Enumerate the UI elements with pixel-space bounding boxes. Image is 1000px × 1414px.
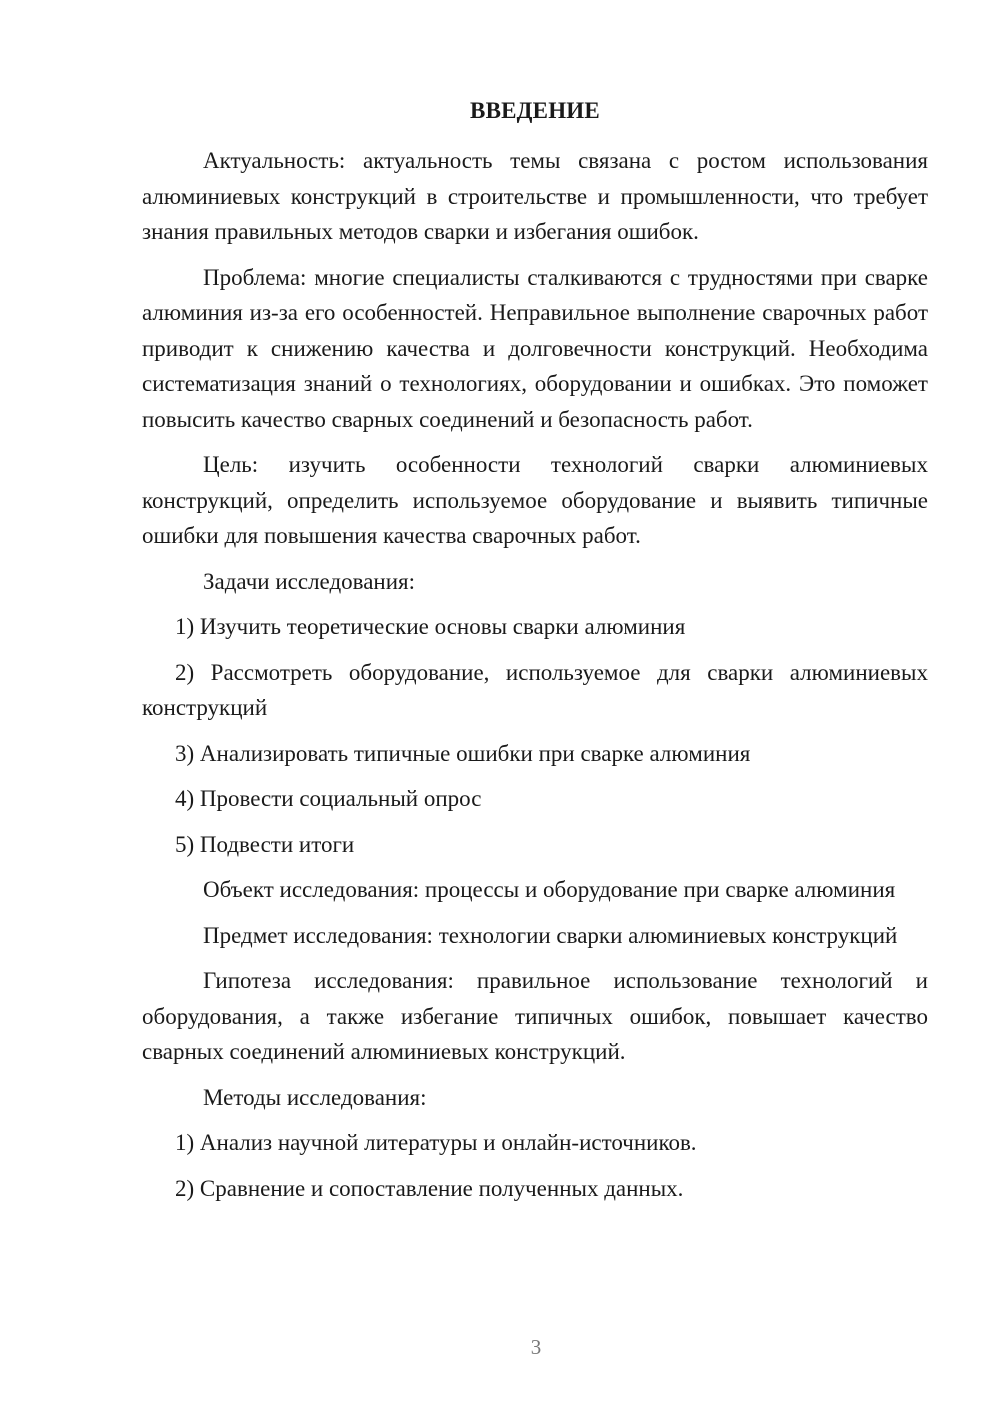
- paragraph-problem: Проблема: многие специалисты сталкиваются с трудностями при сварке алюминия из-за его особенностей. Неправильное выполнение сварочных работ приводит к снижению качества и долговечности конструкций. Необходима систематизация знаний о технологиях, оборудовании и ошибках. Это поможет повысить качество сварных соединений и безопасность работ.: [142, 264, 928, 432]
- document-body: [142, 143, 928, 1216]
- task-item-3: 3) Анализировать типичные ошибки при сварке алюминия: [175, 740, 751, 766]
- paragraph-relevance: Актуальность: актуальность темы связана с ростом использования алюминиевых конструкций в строительстве и промышленности, что требует знания правильных методов сварки и избегания ошибок.: [142, 148, 928, 244]
- paragraph-methods-title: Методы исследования:: [203, 1084, 427, 1110]
- task-item-1: 1) Изучить теоретические основы сварки алюминия: [175, 614, 686, 639]
- paragraph-hypothesis: Гипотеза исследования: правильное использование технологий и оборудования, а также избегание типичных ошибок, повышает качество сварных соединений алюминиевых конструкций.: [142, 968, 928, 1064]
- task-item-4: 4) Провести социальный опрос: [175, 786, 482, 811]
- section-heading: ВВЕДЕНИЕ: [470, 98, 600, 123]
- task-item-5: 5) Подвести итоги: [175, 831, 355, 857]
- method-item-2: 2) Сравнение и сопоставление полученных данных.: [175, 1175, 684, 1201]
- paragraph-object: Объект исследования: процессы и оборудование при сварке алюминия: [203, 877, 896, 902]
- task-item-2: 2) Рассмотреть оборудование, используемое для сварки алюминиевых конструкций: [142, 659, 928, 720]
- paragraph-tasks-title: Задачи исследования:: [203, 568, 416, 594]
- page-number: 3: [530, 1335, 542, 1359]
- paragraph-subject: Предмет исследования: технологии сварки алюминиевых конструкций: [203, 922, 898, 948]
- method-item-1: 1) Анализ научной литературы и онлайн-источников.: [175, 1130, 697, 1155]
- paragraph-goal: Цель: изучить особенности технологий сварки алюминиевых конструкций, определить используемое оборудование и выявить типичные ошибки для повышения качества сварочных работ.: [142, 452, 928, 548]
